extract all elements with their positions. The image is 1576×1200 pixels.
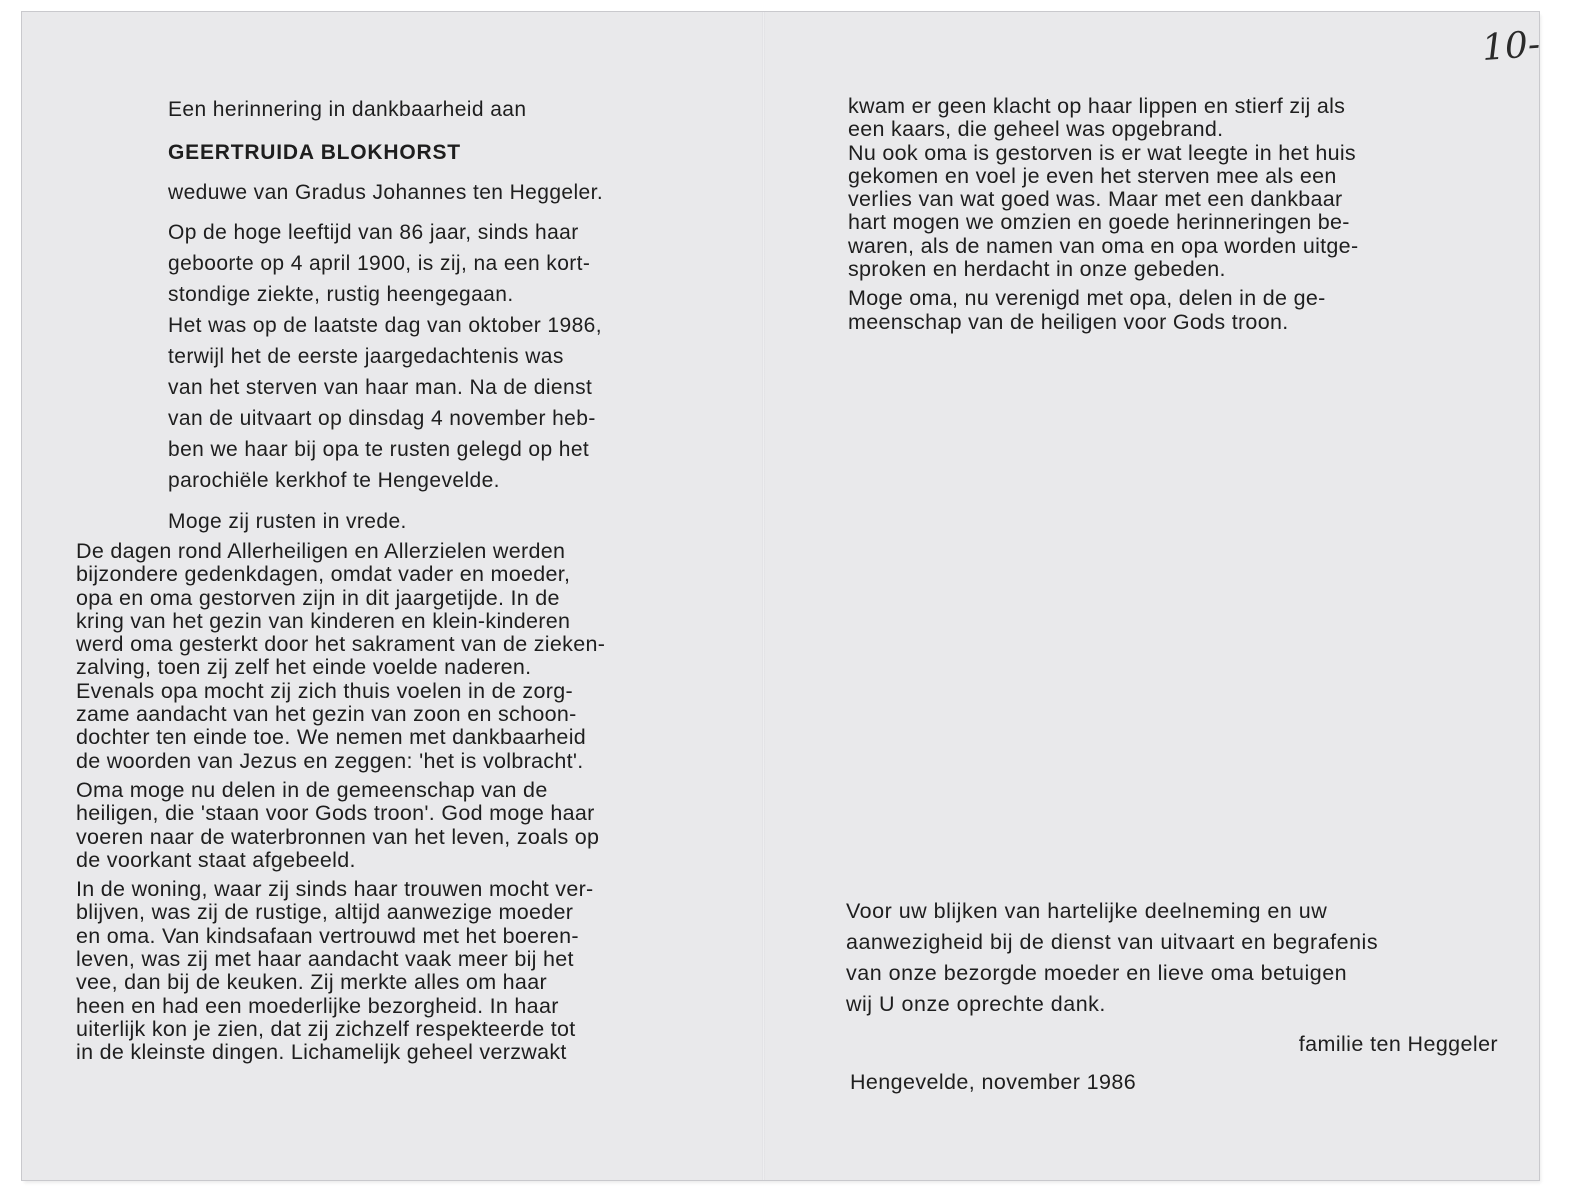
intro-heading: Een herinnering in dankbaarheid aan	[168, 98, 527, 121]
body-paragraph	[76, 878, 605, 1064]
body-paragraph	[76, 540, 605, 773]
text-line: Oma moge nu delen in de gemeenschap van de	[76, 777, 548, 802]
text-line: voeren naar de waterbronnen van het leven, zoals op	[76, 824, 600, 849]
text-line: opa en oma gestorven zijn in dit jaargetijde. In de	[76, 585, 560, 610]
text-line: hart mogen we omzien en goede herinneringen be-	[848, 210, 1350, 235]
text-line: en oma. Van kindsafaan vertrouwd met het boeren-	[76, 923, 579, 948]
text-line: uiterlijk kon je zien, dat zij zichzelf respekteerde tot	[76, 1016, 576, 1041]
text-line: zame aandacht van het gezin van zoon en schoon-	[76, 702, 577, 727]
obituary-paragraph	[168, 217, 603, 496]
text-line: van het sterven van haar man. Na de dienst	[168, 376, 593, 399]
text-line: blijven, was zij de rustige, altijd aanwezige moeder	[76, 900, 574, 925]
thanks-paragraph	[846, 896, 1378, 1020]
handwritten-page-number: 10-	[1480, 24, 1542, 69]
text-line: geboorte op 4 april 1900, is zij, na een kort-	[168, 252, 591, 275]
text-line: heen en had een moederlijke bezorgheid. In haar	[76, 993, 559, 1018]
text-line: van onze bezorgde moeder en lieve oma betuigen	[846, 961, 1348, 985]
text-line: dochter ten einde toe. We nemen met dankbaarheid	[76, 725, 587, 750]
text-line: ben we haar bij opa te rusten gelegd op het	[168, 438, 590, 461]
text-line: waren, als de namen van oma en opa worden uitge-	[848, 233, 1359, 258]
text-line: kring van het gezin van kinderen en klein-kinderen	[76, 608, 571, 633]
widow-line: weduwe van Gradus Johannes ten Heggeler.	[168, 181, 604, 204]
text-line: Het was op de laatste dag van oktober 1986,	[168, 314, 602, 337]
family-signature: familie ten Heggeler	[1298, 1032, 1498, 1056]
left-intro	[168, 94, 603, 537]
text-line: stondige ziekte, rustig heengegaan.	[168, 283, 514, 306]
deceased-name: GEERTRUIDA BLOKHORST	[168, 141, 461, 164]
text-line: een kaars, die geheel was opgebrand.	[848, 117, 1224, 142]
rest-in-peace-line: Moge zij rusten in vrede.	[168, 510, 407, 533]
left-body	[76, 540, 605, 1065]
text-line: Voor uw blijken van hartelijke deelneming en uw	[846, 899, 1328, 923]
text-line: wij U onze oprechte dank.	[846, 992, 1106, 1016]
text-line: meenschap van de heiligen voor Gods troon.	[848, 309, 1289, 334]
text-line: bijzondere gedenkdagen, omdat vader en moeder,	[76, 562, 571, 587]
place-date: Hengevelde, november 1986	[850, 1070, 1137, 1094]
text-line: verlies van wat goed was. Maar met een dankbaar	[848, 187, 1343, 212]
text-line: van de uitvaart op dinsdag 4 november heb-	[168, 407, 596, 430]
text-line: de voorkant staat afgebeeld.	[76, 847, 356, 872]
text-line: parochiële kerkhof te Hengevelde.	[168, 469, 500, 492]
text-line: Op de hoge leeftijd van 86 jaar, sinds haar	[168, 221, 579, 244]
text-line: In de woning, waar zij sinds haar trouwen mocht ver-	[76, 877, 594, 902]
text-line: heiligen, die 'staan voor Gods troon'. God moge haar	[76, 801, 595, 826]
text-line: terwijl het de eerste jaargedachtenis was	[168, 345, 564, 368]
text-line: gekomen en voel je even het sterven mee als een	[848, 163, 1337, 188]
card-fold	[762, 12, 765, 1180]
text-line: kwam er geen klacht op haar lippen en stierf zij als	[848, 94, 1346, 118]
text-line: Nu ook oma is gestorven is er wat leegte in het huis	[848, 140, 1356, 165]
text-line: De dagen rond Allerheiligen en Allerzielen werden	[76, 539, 566, 563]
text-line: sproken en herdacht in onze gebeden.	[848, 257, 1226, 282]
text-line: leven, was zij met haar aandacht vaak meer bij het	[76, 947, 574, 972]
text-line: werd oma gesterkt door het sakrament van de zieken-	[76, 632, 606, 657]
text-line: Evenals opa mocht zij zich thuis voelen in de zorg-	[76, 678, 573, 703]
text-line: aanwezigheid bij de dienst van uitvaart en begrafenis	[846, 930, 1379, 954]
body-paragraph	[76, 779, 605, 872]
text-line: zalving, toen zij zelf het einde voelde naderen.	[76, 655, 532, 680]
body-paragraph	[848, 287, 1358, 334]
text-line: Moge oma, nu verenigd met opa, delen in de ge-	[848, 286, 1326, 311]
body-paragraph	[848, 95, 1358, 281]
text-line: in de kleinste dingen. Lichamelijk geheel verzwakt	[76, 1040, 567, 1065]
right-body	[848, 95, 1358, 334]
text-line: de woorden van Jezus en zeggen: 'het is volbracht'.	[76, 748, 584, 773]
text-line: vee, dan bij de keuken. Zij merkte alles om haar	[76, 970, 547, 995]
